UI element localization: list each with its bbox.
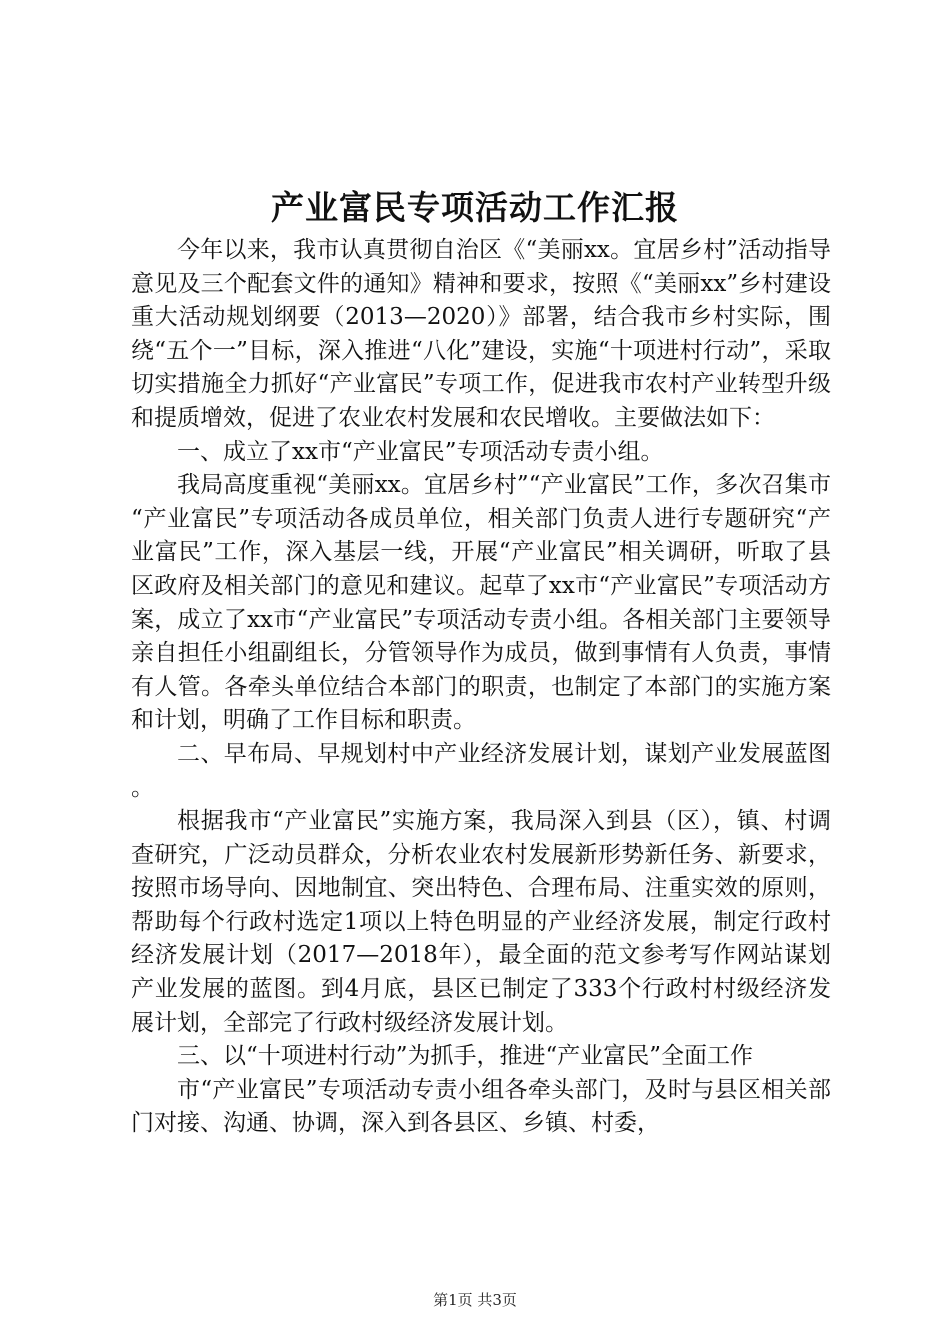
paragraph-section-3: 市“产业富民”专项活动专责小组各牵头部门，及时与县区相关部门对接、沟通、协调，深入到各县区、乡镇、村委， xyxy=(131,1076,831,1137)
document-body xyxy=(131,234,831,1141)
document-title: 产业富民专项活动工作汇报 xyxy=(271,188,679,227)
paragraph-section-2: 根据我市“产业富民”实施方案，我局深入到县（区），镇、村调查研究，广泛动员群众，分析农业农村发展新形势新任务、新要求，按照市场导向、因地制宜、突出特色、合理布局、注重实效的原则，帮助每个行政村选定1项以上特色明显的产业经济发展，制定行政村经济发展计划（2017—2018年），最全面的范文参考写作网站谋划产业发展的蓝图。到4月底，县区已制定了333个行政村村级经济发展计划，全部完了行政村级经济发展计划。 xyxy=(131,808,831,1036)
section-heading-3: 三、以“十项进村行动”为抓手，推进“产业富民”全面工作 xyxy=(177,1043,754,1070)
page-footer: 第1页 共3页 xyxy=(433,1291,517,1309)
section-heading-1: 一、成立了xx市“产业富民”专项活动专责小组。 xyxy=(177,438,664,465)
paragraph-intro: 今年以来，我市认真贯彻自治区《“美丽xx。宜居乡村”活动指导意见及三个配套文件的通知》精神和要求，按照《“美丽xx”乡村建设重大活动规划纲要（2013—2020）》部署，结合我市乡村实际，围绕“五个一”目标，深入推进“八化”建设，实施“十项进村行动”，采取切实措施全力抓好“产业富民”专项工作，促进我市农村产业转型升级和提质增效，促进了农业农村发展和农民增收。主要做法如下： xyxy=(131,237,831,431)
section-heading-2: 二、早布局、早规划村中产业经济发展计划，谋划产业发展蓝图。 xyxy=(131,740,831,801)
paragraph-section-1: 我局高度重视“美丽xx。宜居乡村”“产业富民”工作，多次召集市“产业富民”专项活动各成员单位，相关部门负责人进行专题研究“产业富民”工作，深入基层一线，开展“产业富民”相关调研，听取了县区政府及相关部门的意见和建议。起草了xx市“产业富民”专项活动方案，成立了xx市“产业富民”专项活动专责小组。各相关部门主要领导亲自担任小组副组长，分管领导作为成员，做到事情有人负责，事情有人管。各牵头单位结合本部门的职责，也制定了本部门的实施方案和计划，明确了工作目标和职责。 xyxy=(131,472,831,734)
